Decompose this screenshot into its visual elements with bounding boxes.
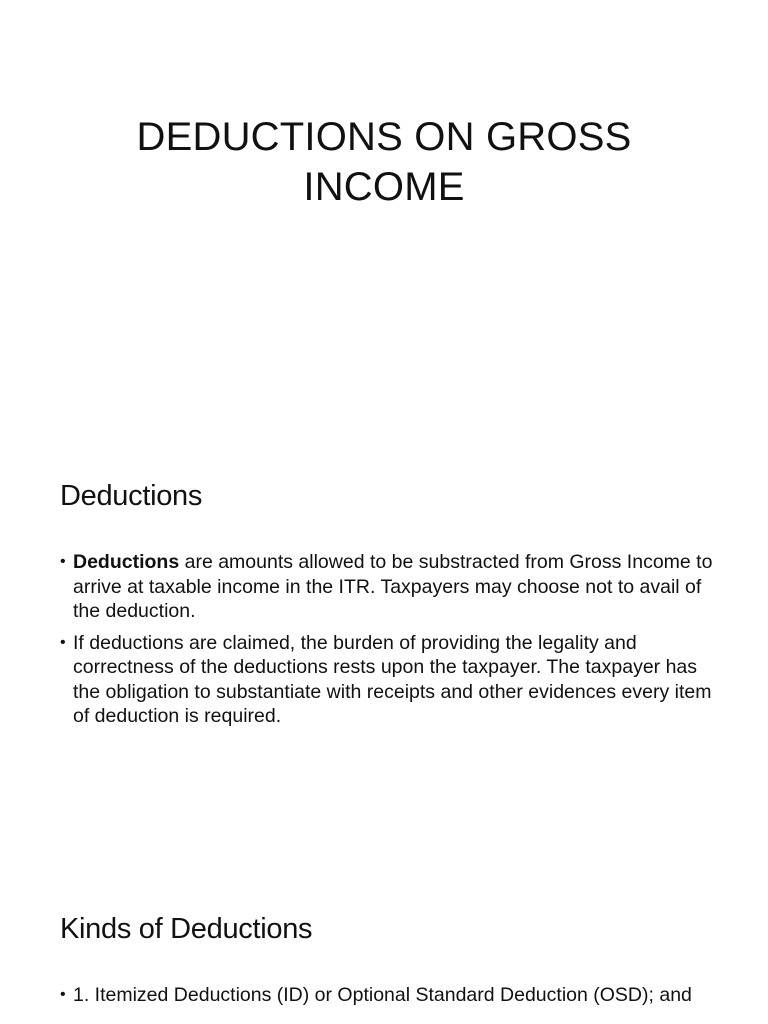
bullet-text: If deductions are claimed, the burden of providing the legality and correctness of the deductions rests upon the taxpayer. The taxpayer has the obligation to substantiate with receipts and other evidences every item of deduction is required. [73,631,712,727]
bullet-text: are amounts allowed to be substracted from Gross Income to arrive at taxable income in the ITR. Taxpayers may choose not to avail of the deduction. [73,551,713,622]
presentation-title [60,112,708,212]
list-item [60,550,720,624]
bullet-list [60,550,720,736]
bullet-icon: • [60,986,66,1003]
bullet-text: 1. Itemized Deductions (ID) or Optional Standard Deduction (OSD); and [73,984,692,1006]
slide-kinds-of-deductions [0,864,768,1024]
bullet-list [60,983,720,1015]
slide-heading: Deductions [60,480,203,512]
bullet-icon: • [60,633,66,651]
title-line-1: DEDUCTIONS ON GROSS [136,115,632,159]
list-item [60,983,720,1008]
list-item [60,631,720,729]
title-line-2: INCOME [303,165,465,209]
slide-heading: Kinds of Deductions [60,913,313,945]
slide-deductions [0,432,768,864]
slide-title [0,0,768,432]
bold-term: Deductions [73,551,180,573]
bullet-icon: • [60,553,66,570]
